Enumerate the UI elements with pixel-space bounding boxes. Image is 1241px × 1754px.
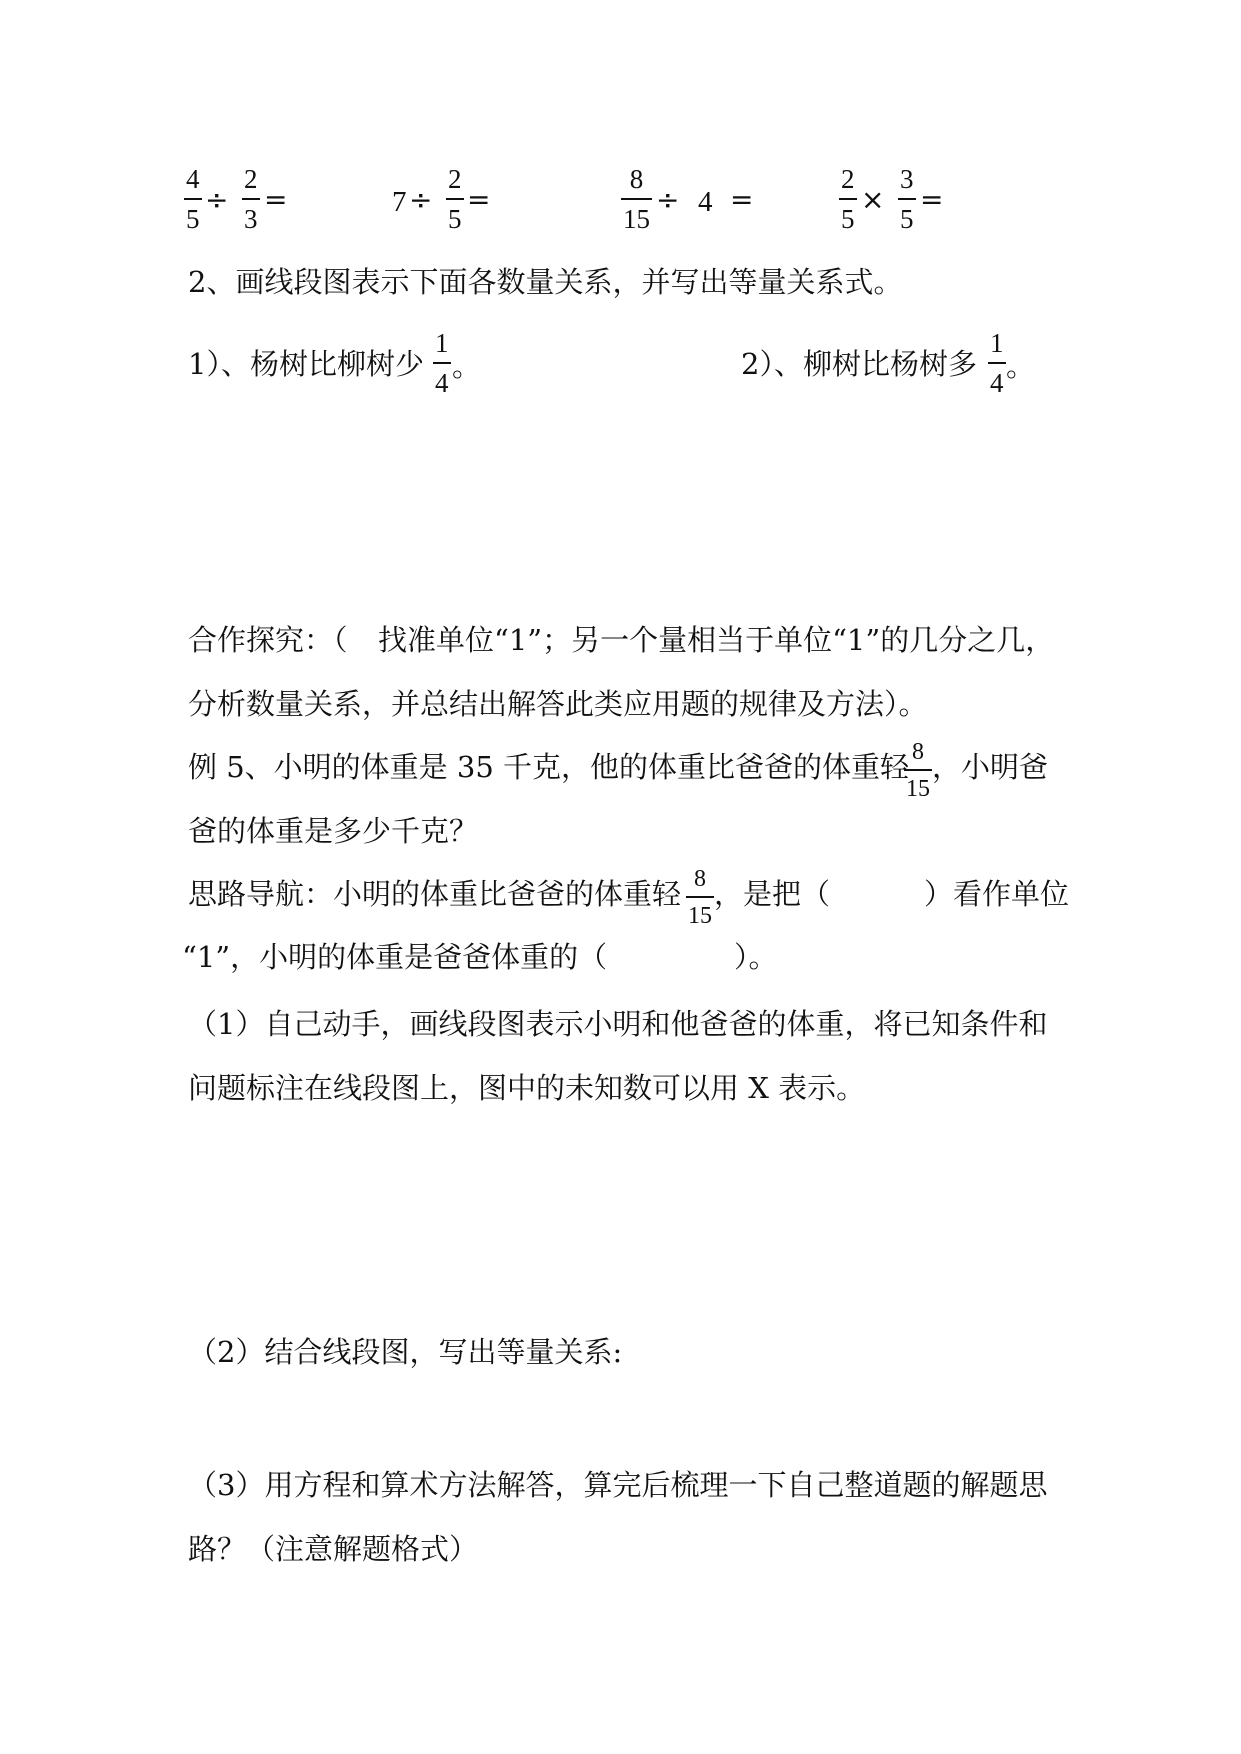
punctuation: 。 — [452, 349, 482, 383]
fraction — [242, 166, 260, 233]
guide-line-1-mid: ，是把（ — [714, 877, 831, 911]
guide-line-2-suffix: ）。 — [734, 940, 778, 974]
denominator: 15 — [623, 204, 650, 234]
equals-sign: = — [264, 183, 288, 216]
fraction — [446, 166, 464, 233]
denominator: 5 — [900, 204, 914, 234]
cooperate-line-2: 分析数量关系，并总结出解答此类应用题的规律及方法）。 — [188, 687, 928, 721]
fraction — [433, 330, 451, 397]
example-5-line-2: 爸的体重是多少千克？ — [188, 814, 479, 848]
numerator: 8 — [694, 866, 706, 892]
example-5-line-1-suffix: ，小明爸 — [932, 750, 1049, 784]
punctuation: 。 — [1006, 349, 1036, 383]
fraction — [184, 166, 202, 233]
fraction — [904, 740, 932, 801]
operator: ÷ — [409, 183, 433, 216]
denominator: 5 — [186, 204, 200, 234]
step-1-line-2: 问题标注在线段图上，图中的未知数可以用 X 表示。 — [188, 1071, 866, 1105]
denominator: 3 — [244, 204, 258, 234]
numerator: 2 — [244, 164, 258, 194]
numerator: 1 — [435, 328, 449, 358]
answer-blank[interactable] — [830, 872, 924, 906]
step-1-line-1: （1）自己动手，画线段图表示小明和他爸爸的体重，将已知条件和 — [188, 1007, 1048, 1041]
denominator: 15 — [906, 776, 930, 802]
denominator: 4 — [435, 368, 449, 398]
fraction — [686, 867, 714, 928]
fraction — [621, 166, 652, 233]
numerator: 8 — [629, 164, 644, 194]
question-2-title: 2、画线段图表示下面各数量关系，并写出等量关系式。 — [188, 265, 903, 299]
equals-sign: = — [730, 183, 754, 216]
guide-line-1-suffix: ）看作单位 — [924, 877, 1070, 911]
cooperate-line-1b: 找准单位“1”；另一个量相当于单位“1”的几分之几， — [378, 623, 1055, 657]
question-2-item-2: 2）、柳树比杨树多 — [741, 347, 977, 381]
equals-sign: = — [920, 183, 944, 216]
answer-blank[interactable] — [642, 935, 734, 969]
numerator: 1 — [990, 328, 1004, 358]
fraction — [839, 166, 857, 233]
denominator: 5 — [448, 204, 462, 234]
step-2-line-1: （2）结合线段图，写出等量关系: — [188, 1335, 623, 1369]
denominator: 5 — [841, 204, 855, 234]
step-3-line-1: （3）用方程和算术方法解答，算完后梳理一下自己整道题的解题思 — [188, 1468, 1048, 1502]
guide-line-1: 思路导航：小明的体重比爸爸的体重轻 — [188, 877, 682, 911]
example-5-line-1: 例 5、小明的体重是 35 千克，他的体重比爸爸的体重轻 — [188, 750, 910, 784]
question-2-item-1: 1）、杨树比柳树少 — [188, 347, 424, 381]
guide-line-2: “1”，小明的体重是爸爸体重的（ — [182, 940, 608, 974]
denominator: 15 — [688, 903, 712, 929]
fraction — [898, 166, 916, 233]
numerator: 2 — [841, 164, 855, 194]
numerator: 8 — [912, 739, 924, 765]
equals-sign: = — [467, 183, 491, 216]
operator: ÷ — [656, 183, 680, 216]
number: 4 — [698, 186, 713, 218]
numerator: 4 — [186, 164, 200, 194]
fraction — [988, 330, 1006, 397]
numerator: 3 — [900, 164, 914, 194]
denominator: 4 — [990, 368, 1004, 398]
step-3-line-2: 路？（注意解题格式） — [188, 1532, 479, 1566]
operator: ÷ — [205, 183, 229, 216]
operator: × — [861, 183, 885, 216]
number: 7 — [392, 186, 407, 218]
numerator: 2 — [448, 164, 462, 194]
cooperate-line-1a: 合作探究：（ — [188, 623, 348, 657]
